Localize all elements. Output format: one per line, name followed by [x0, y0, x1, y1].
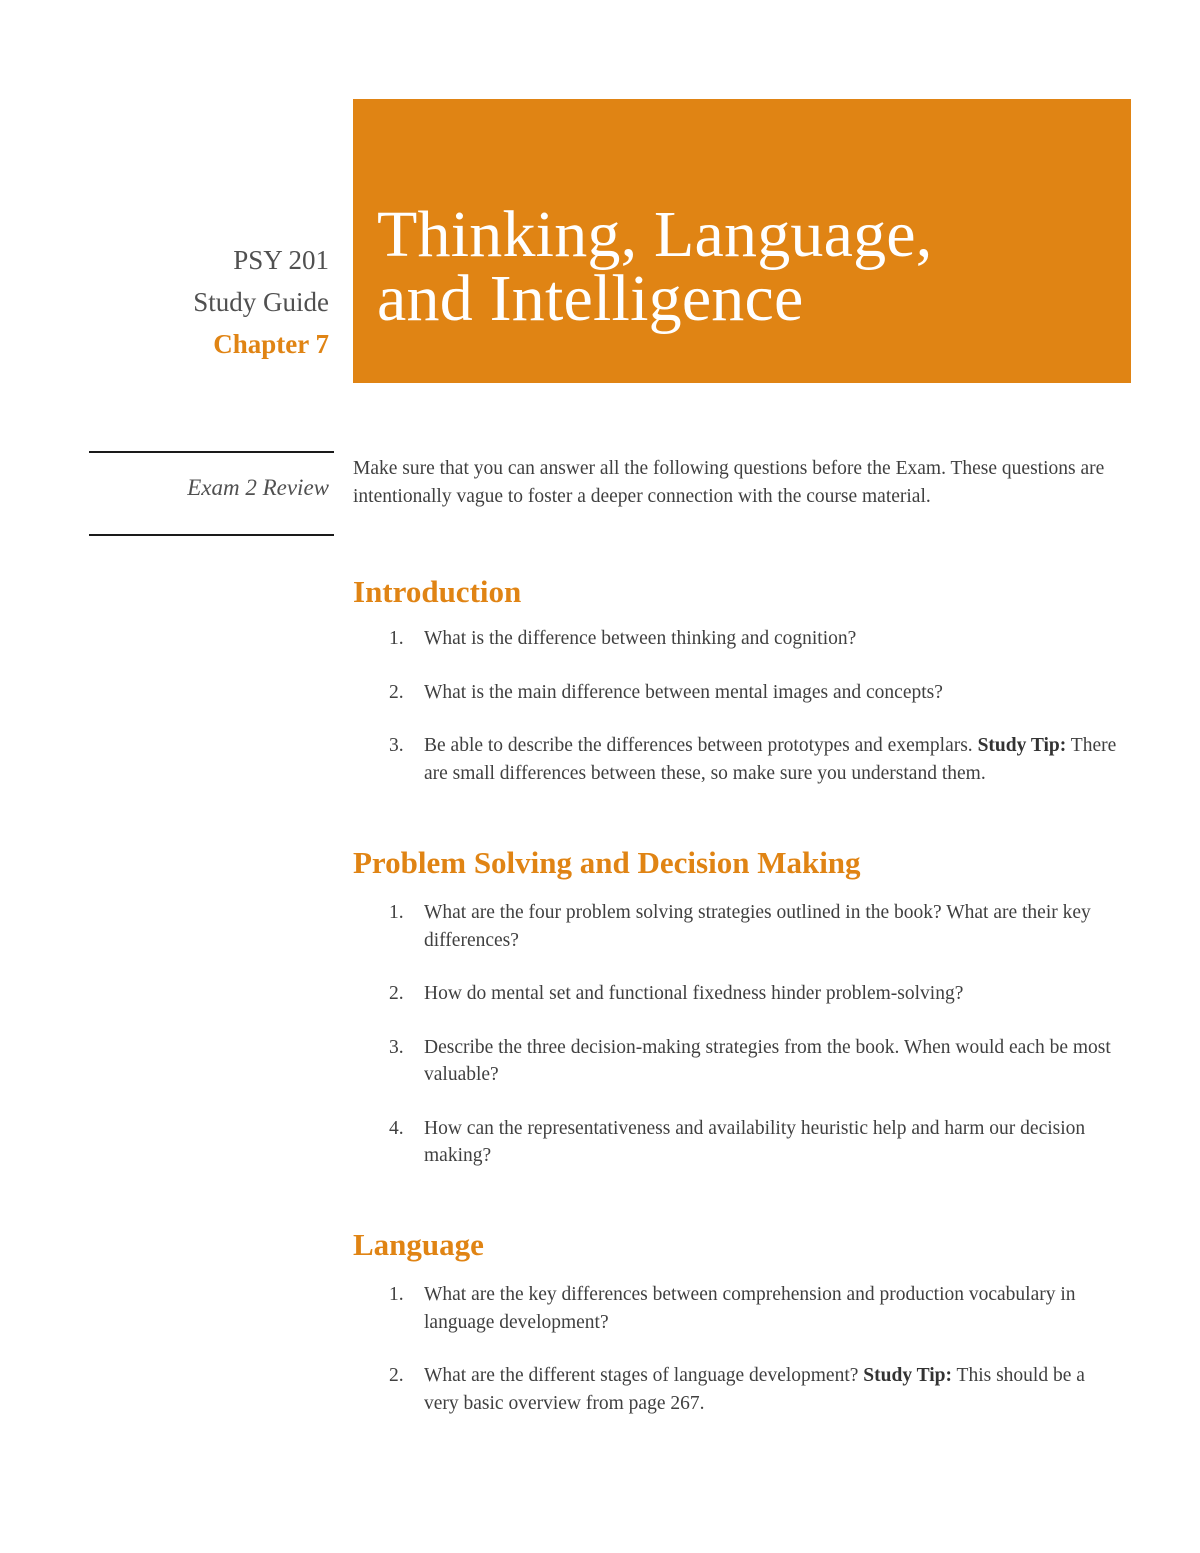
chapter-label: Chapter 7	[213, 329, 329, 359]
item-text: What are the different stages of language development?	[424, 1365, 859, 1386]
list-item	[353, 1034, 1124, 1089]
question-list	[353, 625, 1143, 787]
list-item	[353, 1362, 1124, 1417]
bottom-divider	[89, 534, 334, 536]
page-title	[377, 198, 933, 335]
item-number: 2.	[389, 1365, 404, 1386]
section-heading: Problem Solving and Decision Making	[353, 845, 861, 880]
section-problem-solving	[353, 845, 1143, 1170]
list-item	[353, 732, 1124, 787]
item-number: 3.	[389, 1036, 404, 1058]
title-line-1: Thinking, Language,	[377, 198, 933, 271]
section-heading: Introduction	[353, 574, 522, 609]
item-text: Describe the three decision-making strategies from the book. When would each be most valuable?	[424, 1036, 1111, 1085]
item-text: Be able to describe the differences between prototypes and exemplars.	[424, 735, 973, 756]
section-language	[353, 1227, 1143, 1417]
list-item	[353, 679, 1124, 707]
study-tip-label: Study Tip:	[977, 735, 1067, 756]
item-number: 2.	[389, 983, 404, 1004]
section-heading: Language	[353, 1227, 484, 1262]
study-tip-text: This should be a very basic overview from page 267.	[424, 1365, 1085, 1414]
study-tip-label: Study Tip:	[863, 1365, 953, 1386]
item-number: 1.	[389, 628, 404, 649]
list-item	[353, 1115, 1124, 1170]
question-list	[353, 899, 1143, 1170]
item-number: 2.	[389, 681, 404, 703]
item-number: 1.	[389, 1284, 404, 1305]
course-info	[193, 239, 329, 365]
item-text: What are the four problem solving strategies outlined in the book? What are their key differences?	[424, 902, 1091, 951]
list-item	[353, 625, 1124, 653]
item-text: What is the main difference between mental images and concepts?	[424, 681, 943, 703]
item-text: How can the representativeness and availability heuristic help and harm our decision making?	[424, 1117, 1086, 1166]
question-list	[353, 1281, 1143, 1417]
intro-paragraph: Make sure that you can answer all the following questions before the Exam. These questions are intentionally vague to foster a deeper connection with the course material.	[353, 458, 1105, 507]
item-number: 1.	[389, 902, 404, 923]
course-code: PSY 201	[233, 245, 329, 275]
list-item	[353, 1281, 1124, 1336]
top-divider	[89, 451, 334, 453]
item-text: What are the key differences between comprehension and production vocabulary in language development?	[424, 1284, 1076, 1333]
item-number: 4.	[389, 1117, 404, 1139]
item-text: How do mental set and functional fixedness hinder problem-solving?	[424, 983, 964, 1004]
item-text: What is the difference between thinking and cognition?	[424, 628, 857, 649]
exam-label: Exam 2 Review	[187, 475, 329, 500]
guide-label: Study Guide	[193, 287, 329, 317]
title-banner	[353, 99, 1131, 383]
item-number: 3.	[389, 735, 404, 756]
study-tip-text: There are small differences between these, so make sure you understand them.	[424, 735, 1117, 784]
list-item	[353, 980, 1124, 1008]
section-introduction	[353, 574, 1143, 787]
list-item	[353, 899, 1124, 954]
title-line-2: and Intelligence	[377, 262, 804, 335]
